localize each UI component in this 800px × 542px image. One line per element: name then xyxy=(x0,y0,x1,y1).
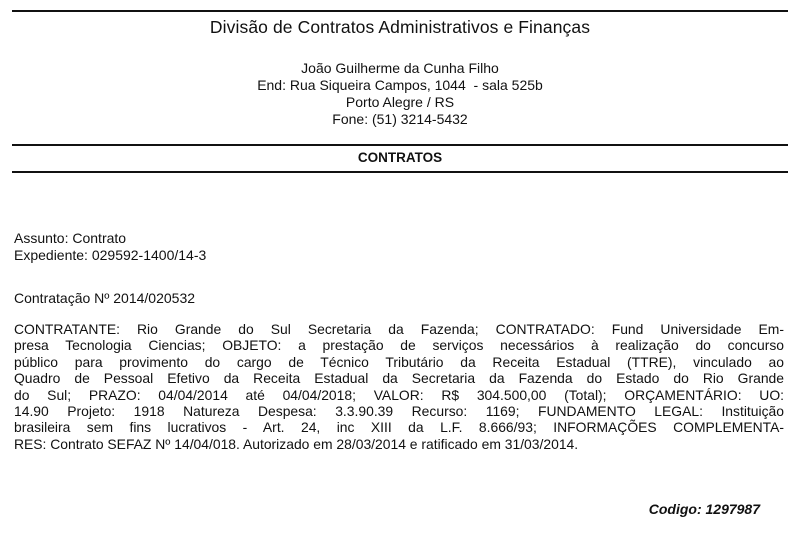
sender-address: End: Rua Siqueira Campos, 1044 - sala 525b xyxy=(257,77,543,93)
document-meta xyxy=(14,230,206,264)
department-title: Divisão de Contratos Administrativos e Finanças xyxy=(209,17,591,37)
body-line: RES: Contrato SEFAZ Nº 14/04/018. Autorizado em 28/03/2014 e ratificado em 31/03/2014. xyxy=(14,435,579,452)
body-line: brasileira sem fins lucrativos - Art. 24, inc XIII da L.F. 8.666/93; INFORMAÇÕES COMPLEMENTA- xyxy=(14,419,784,436)
sender-name: João Guilherme da Cunha Filho xyxy=(301,60,499,76)
subject-line: Assunto: Contrato xyxy=(14,230,127,246)
section-top-divider xyxy=(12,144,788,146)
sender-block xyxy=(0,60,800,128)
document-code: Codigo: 1297987 xyxy=(648,501,760,517)
body-line: Quadro de Pessoal Efetivo da Receita Estadual da Secretaria da Fazenda do Estado do Rio Grande xyxy=(14,370,784,387)
body-line: do Sul; PRAZO: 04/04/2014 até 04/04/2018; VALOR: R$ 304.500,00 (Total); ORÇAMENTÁRIO: UO: xyxy=(14,386,784,403)
body-line: presa Tecnologia Ciencias; OBJETO: a prestação de serviços necessários à realização do concurso xyxy=(14,337,784,354)
expediente-line: Expediente: 029592-1400/14-3 xyxy=(14,247,207,263)
sender-city: Porto Alegre / RS xyxy=(345,94,455,110)
sender-phone: Fone: (51) 3214-5432 xyxy=(332,111,468,127)
section-title: CONTRATOS xyxy=(357,150,443,165)
contract-body xyxy=(14,321,784,452)
body-line: público para provimento do cargo de Técnico Tributário da Receita Estadual (TTRE), vinculado ao xyxy=(14,353,784,370)
top-divider xyxy=(12,10,788,12)
body-line: CONTRATANTE: Rio Grande do Sul Secretaria da Fazenda; CONTRATADO: Fund Universidade Em- xyxy=(14,321,784,337)
contratacao-line: Contratação Nº 2014/020532 xyxy=(14,290,196,306)
section-bottom-divider xyxy=(12,171,788,173)
body-line: 14.90 Projeto: 1918 Natureza Despesa: 3.3.90.39 Recurso: 1169; FUNDAMENTO LEGAL: Instituição xyxy=(14,403,784,420)
